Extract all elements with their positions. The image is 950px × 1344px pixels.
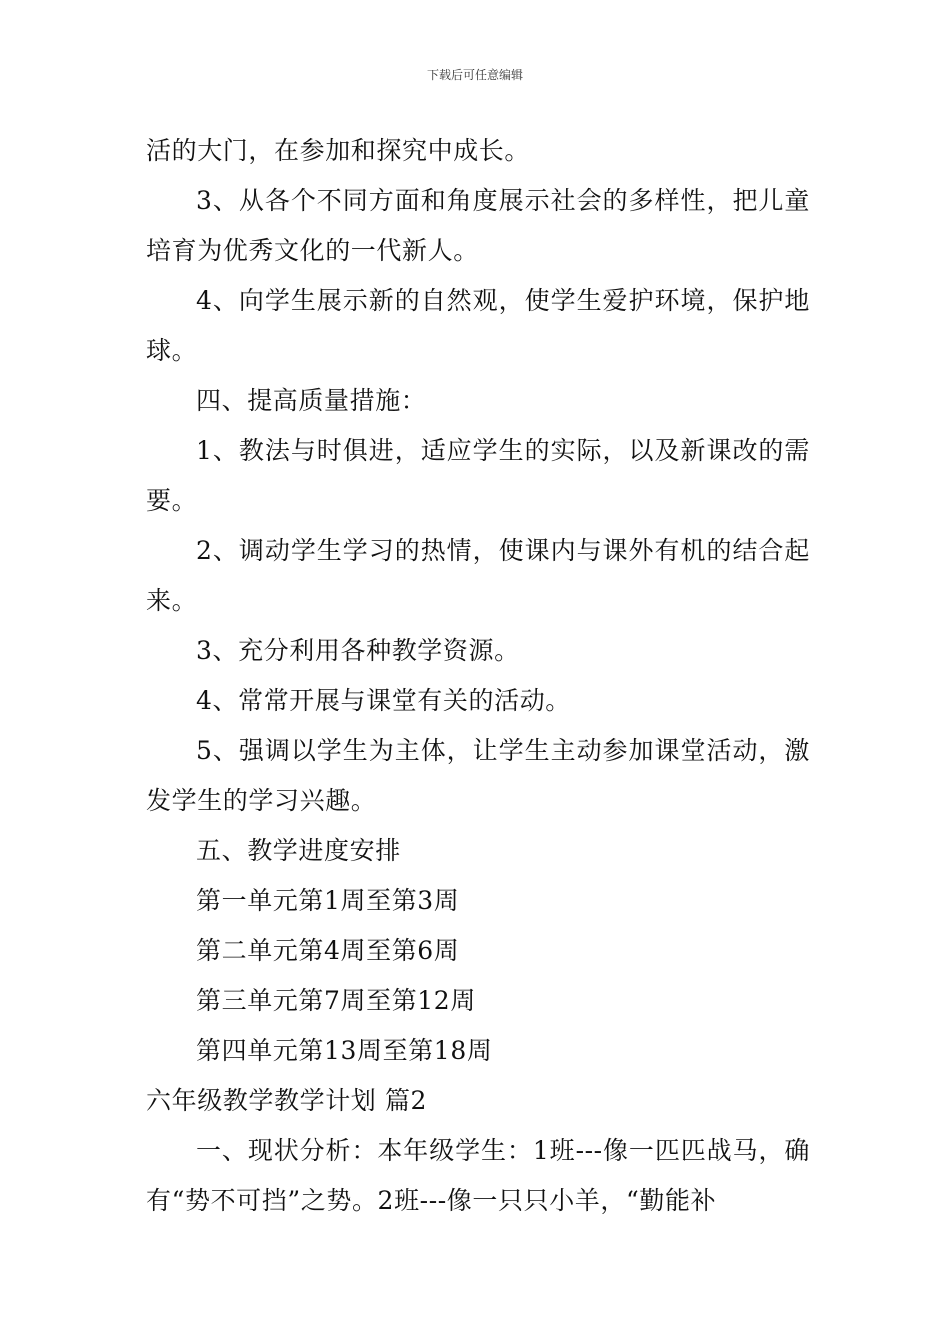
schedule-unit-3: 第三单元第7周至第12周	[196, 986, 476, 1015]
document-section-title: 六年级教学教学计划 篇2	[146, 1086, 428, 1115]
paragraph-continuation: 活的大门，在参加和探究中成长。	[146, 136, 531, 165]
paragraph-goal-3: 3、从各个不同方面和角度展示社会的多样性，把儿童培育为优秀文化的一代新人。	[146, 186, 810, 265]
paragraph-goal-4: 4、向学生展示新的自然观，使学生爱护环境，保护地球。	[146, 286, 810, 365]
paragraph-measure-2: 2、调动学生学习的热情，使课内与课外有机的结合起来。	[146, 536, 810, 615]
paragraph-situation-analysis: 一、现状分析：本年级学生：1班---像一匹匹战马，确有“势不可挡”之势。2班---像一只只小羊，“勤能补	[146, 1136, 810, 1215]
schedule-unit-1: 第一单元第1周至第3周	[196, 886, 460, 915]
schedule-unit-4: 第四单元第13周至第18周	[196, 1036, 493, 1065]
paragraph-measure-1: 1、教法与时俱进，适应学生的实际，以及新课改的需要。	[146, 436, 810, 515]
page-header-note: 下载后可任意编辑	[426, 68, 523, 82]
schedule-unit-2: 第二单元第4周至第6周	[196, 936, 460, 965]
paragraph-measure-3: 3、充分利用各种教学资源。	[196, 636, 520, 665]
paragraph-measure-5: 5、强调以学生为主体，让学生主动参加课堂活动，激发学生的学习兴趣。	[146, 736, 810, 815]
section-heading-measures: 四、提高质量措施：	[196, 386, 427, 415]
document-body	[146, 126, 810, 1226]
paragraph-measure-4: 4、常常开展与课堂有关的活动。	[196, 686, 571, 715]
section-heading-schedule: 五、教学进度安排	[196, 836, 401, 865]
